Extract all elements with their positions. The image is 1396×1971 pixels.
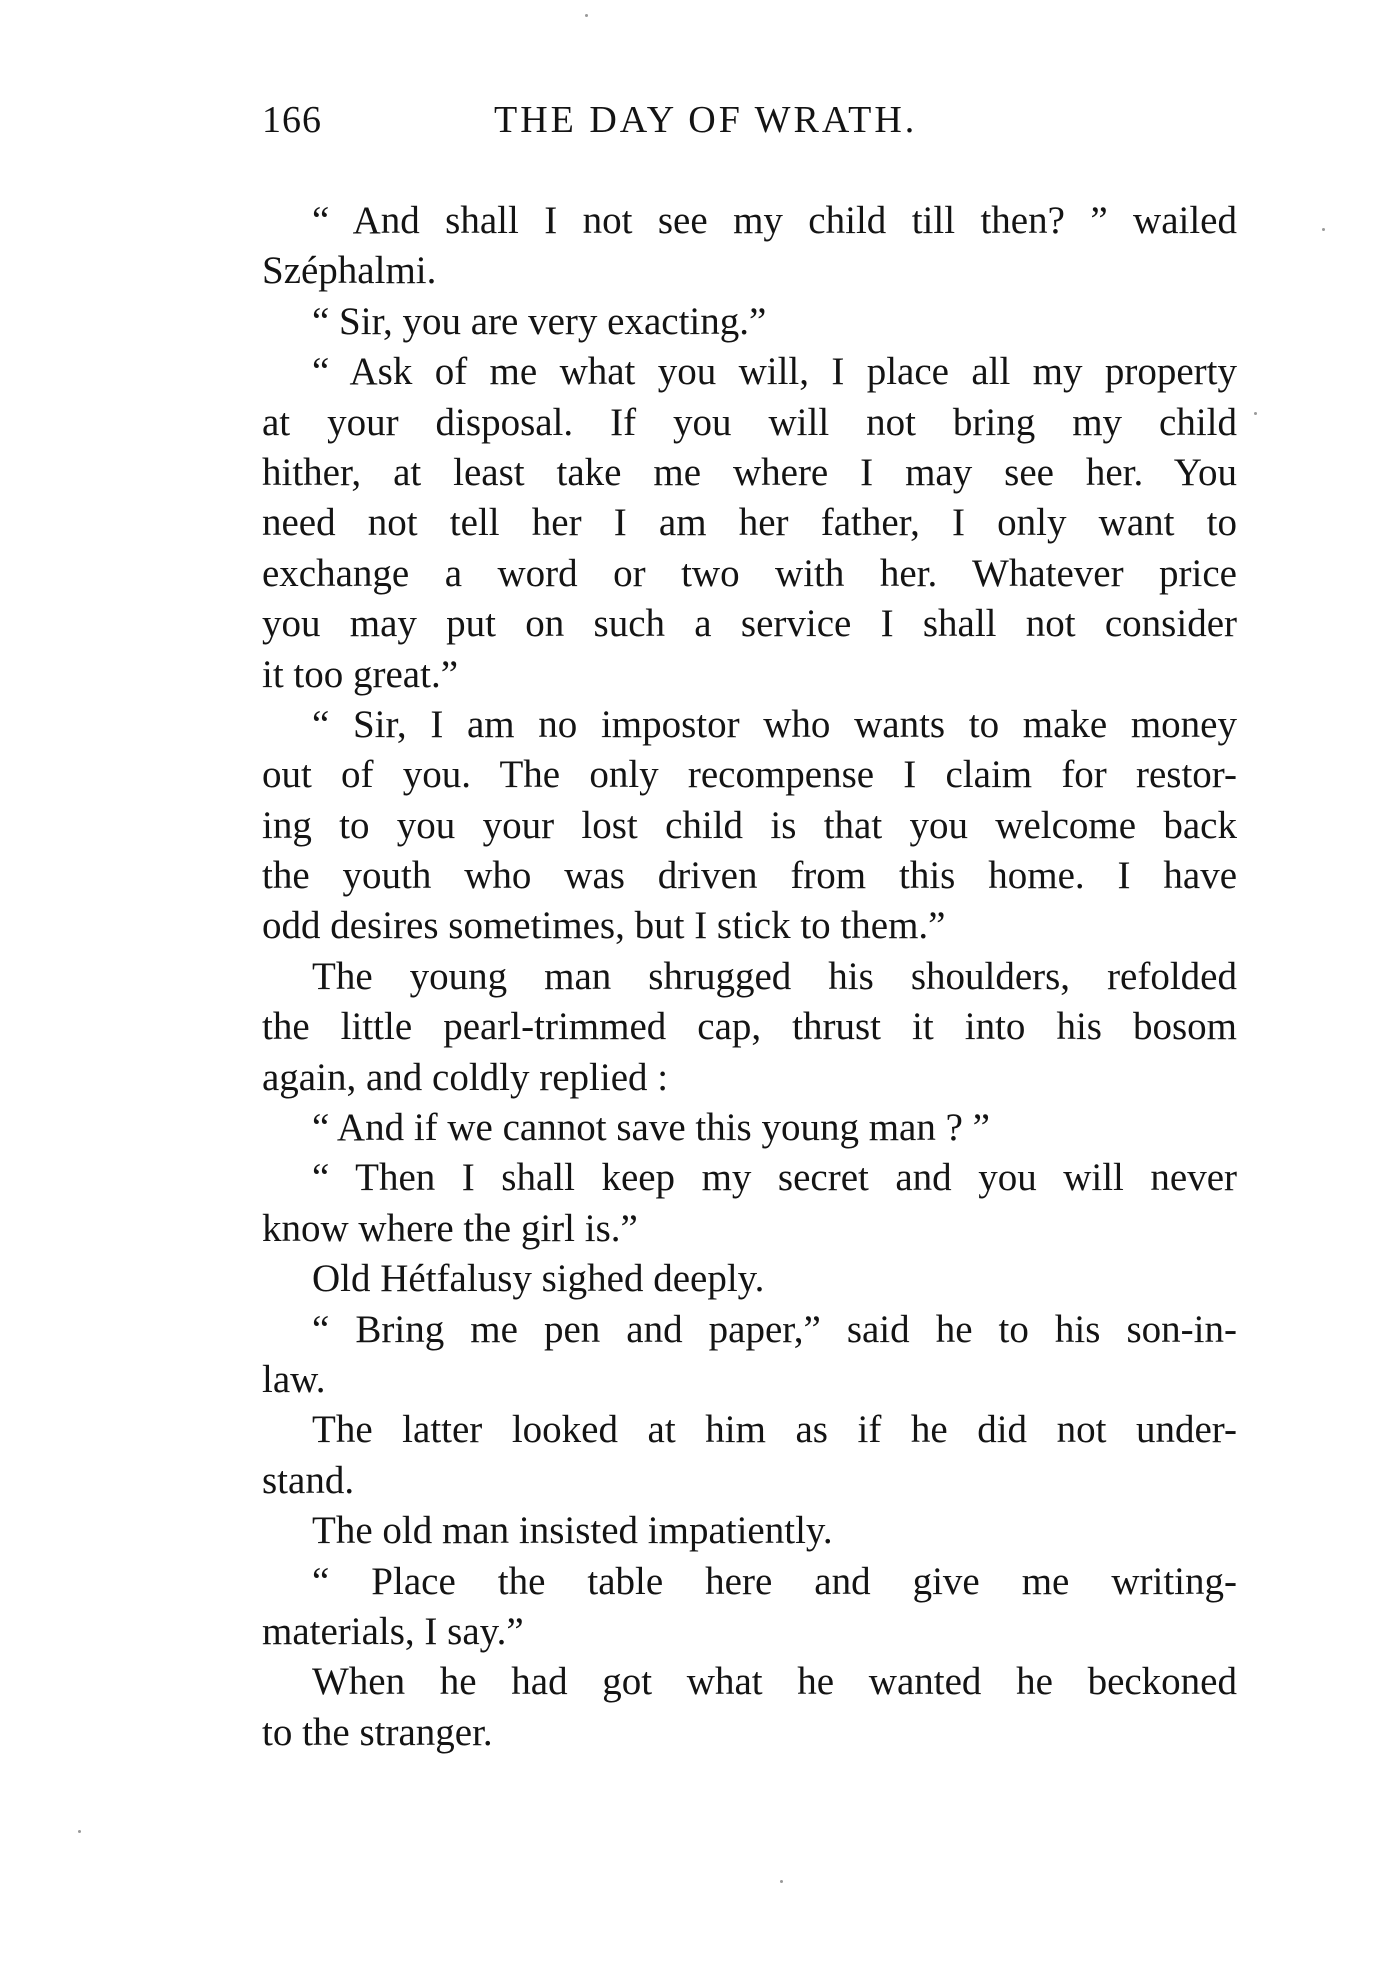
scan-speck (1322, 228, 1325, 231)
text-line: need not tell her I am her father, I only want to (262, 501, 1237, 545)
text-line: materials, I say.” (262, 1609, 524, 1653)
text-line: hither, at least take me where I may see her. You (262, 450, 1237, 494)
text-line: The young man shrugged his shoulders, refolded (312, 954, 1237, 998)
text-line: odd desires sometimes, but I stick to them.” (262, 904, 946, 948)
text-line: Old Hétfalusy sighed deeply. (312, 1257, 765, 1301)
body-text (262, 196, 1237, 1758)
scan-speck (1254, 412, 1257, 415)
text-line: again, and coldly replied : (262, 1055, 669, 1099)
text-line: “ Bring me pen and paper,” said he to his son-in- (312, 1307, 1237, 1351)
text-line: exchange a word or two with her. Whatever price (262, 551, 1237, 595)
text-line: the youth who was driven from this home. I have (262, 854, 1237, 898)
text-line: The old man insisted impatiently. (312, 1509, 833, 1553)
text-line: stand. (262, 1458, 355, 1502)
text-line: the little pearl-trimmed cap, thrust it into his bosom (262, 1005, 1237, 1049)
text-line: The latter looked at him as if he did not under- (312, 1408, 1237, 1452)
text-line: it too great.” (262, 652, 459, 696)
page-number: 166 (262, 99, 322, 141)
text-line: “ Place the table here and give me writing- (312, 1559, 1237, 1603)
text-line: “ Then I shall keep my secret and you will never (312, 1156, 1237, 1200)
text-line: When he had got what he wanted he beckoned (312, 1660, 1237, 1704)
text-line: to the stranger. (262, 1710, 493, 1754)
text-line: know where the girl is.” (262, 1206, 638, 1250)
text-line: at your disposal. If you will not bring my child (262, 400, 1237, 444)
text-line: Széphalmi. (262, 249, 437, 293)
page-header (262, 98, 1237, 158)
text-line: “ And shall I not see my child till then? ” wailed (312, 199, 1237, 242)
text-line: “ Sir, you are very exacting.” (312, 299, 767, 343)
text-line: ing to you your lost child is that you welcome back (262, 803, 1237, 847)
running-head: THE DAY OF WRATH. (494, 99, 918, 141)
scan-speck (780, 1880, 783, 1883)
text-line: out of you. The only recompense I claim for restor- (262, 753, 1237, 797)
text-line: you may put on such a service I shall not consider (262, 602, 1237, 646)
scan-speck (585, 14, 588, 17)
text-line: “ Sir, I am no impostor who wants to make money (312, 702, 1237, 746)
text-line: law. (262, 1357, 326, 1401)
scan-speck (78, 1830, 81, 1833)
text-line: “ And if we cannot save this young man ? ” (312, 1106, 990, 1150)
text-line: “ Ask of me what you will, I place all my property (312, 350, 1237, 394)
